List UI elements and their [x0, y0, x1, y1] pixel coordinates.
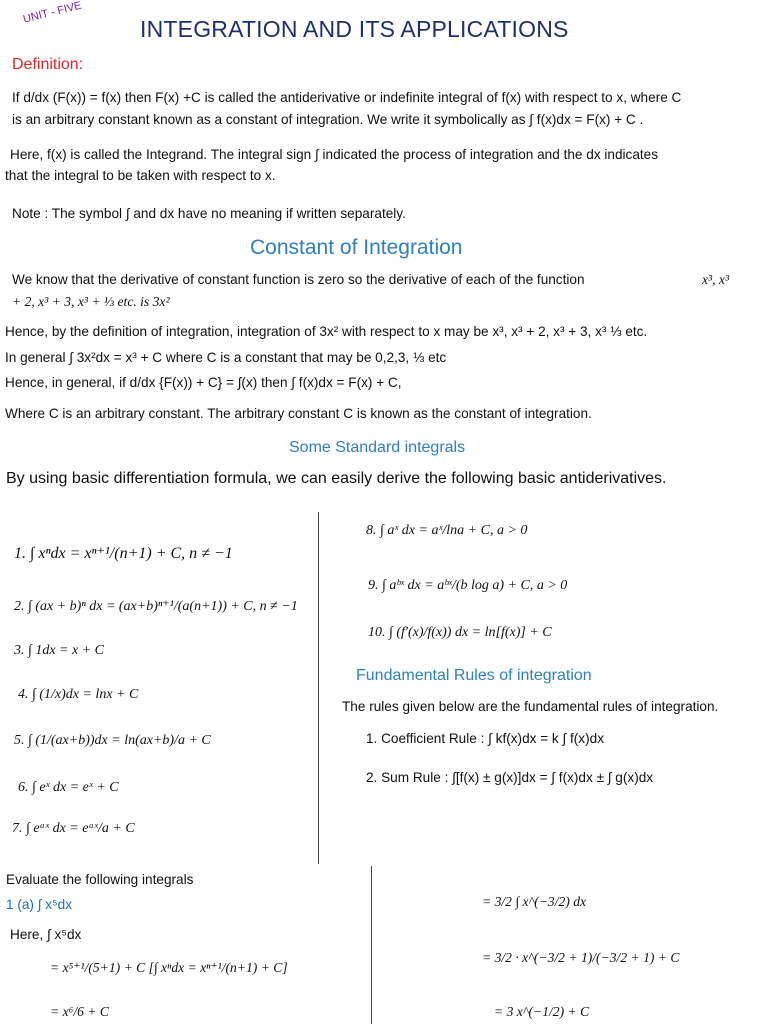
column-divider	[318, 512, 319, 864]
constant-line-3: Hence, by the definition of integration, integration of 3x² with respect to x may be x³, x³ + 2, x³ + 3, x³ ⅓ etc.	[5, 324, 648, 339]
solution-here: Here, ∫ x⁵dx	[10, 927, 82, 942]
right-solution-step-1: = 3/2 ∫ x^(−3/2) dx	[482, 894, 587, 909]
standard-integral-6: 6. ∫ eˣ dx = eˣ + C	[18, 780, 119, 795]
constant-line-2: + 2, x³ + 3, x³ + ⅓ etc. is 3x²	[12, 294, 170, 309]
constant-line-1: We know that the derivative of constant function is zero so the derivative of each of the function	[12, 272, 585, 287]
definition-note: Note : The symbol ∫ and dx have no meaning if written separately.	[12, 206, 406, 221]
constant-section-title: Constant of Integration	[250, 236, 463, 259]
right-solution-step-2: = 3/2 · x^(−3/2 + 1)/(−3/2 + 1) + C	[482, 950, 680, 965]
standard-integral-7: 7. ∫ eᵃˣ dx = eᵃˣ/a + C	[12, 821, 135, 836]
rules-section-title: Fundamental Rules of integration	[356, 667, 592, 684]
standard-lead: By using basic differentiation formula, we can easily derive the following basic antiderivatives.	[6, 470, 667, 487]
solution-step-2: = x⁶/6 + C	[50, 1004, 109, 1019]
rules-intro: The rules given below are the fundamental rules of integration.	[342, 699, 719, 714]
definition-line-1: If d/dx (F(x)) = f(x) then F(x) +C is called the antiderivative or indefinite integral of f(x) with respect to x, where C	[12, 90, 682, 105]
constant-line-1-right: x³, x³	[702, 272, 730, 287]
standard-integral-8: 8. ∫ aˣ dx = aˣ/lna + C, a > 0	[366, 523, 528, 538]
coefficient-rule: 1. Coefficient Rule : ∫ kf(x)dx = k ∫ f(x)dx	[366, 731, 604, 746]
standard-integral-4: 4. ∫ (1/x)dx = lnx + C	[18, 687, 139, 702]
constant-line-5: Hence, in general, if d/dx {F(x)) + C} = ∫(x) then ∫ f(x)dx = F(x) + C,	[5, 375, 402, 390]
standard-integral-10: 10. ∫ (f′(x)/f(x)) dx = ln[f(x)] + C	[368, 625, 552, 640]
unit-label: UNIT - FIVE	[22, 0, 83, 26]
standard-integral-2: 2. ∫ (ax + b)ⁿ dx = (ax+b)ⁿ⁺¹/(a(n+1)) + C, n ≠ −1	[14, 599, 298, 614]
standard-integral-3: 3. ∫ 1dx = x + C	[14, 643, 104, 658]
definition-heading: Definition:	[12, 56, 84, 73]
definition-line-2: is an arbitrary constant known as a constant of integration. We write it symbolically as ∫ f(x)dx = F(x) + C .	[12, 112, 644, 127]
standard-section-title: Some Standard integrals	[289, 439, 466, 456]
standard-integral-9: 9. ∫ aᵇˣ dx = aᵇˣ/(b log a) + C, a > 0	[368, 578, 568, 593]
evaluate-heading: Evaluate the following integrals	[6, 872, 194, 887]
constant-line-4: In general ∫ 3x²dx = x³ + C where C is a constant that may be 0,2,3, ⅓ etc	[5, 350, 447, 365]
constant-line-6: Where C is an arbitrary constant. The arbitrary constant C is known as the constant of integration.	[5, 406, 592, 421]
evaluate-divider	[371, 866, 372, 1024]
standard-integral-5: 5. ∫ (1/(ax+b))dx = ln(ax+b)/a + C	[14, 733, 211, 748]
definition-line-4: that the integral to be taken with respect to x.	[5, 168, 276, 183]
page-title: INTEGRATION AND ITS APPLICATIONS	[140, 16, 569, 42]
definition-line-3: Here, f(x) is called the Integrand. The integral sign ∫ indicated the process of integration and the dx indicates	[10, 147, 659, 162]
problem-1a: 1 (a) ∫ x⁵dx	[6, 897, 73, 912]
standard-integral-1: 1. ∫ xⁿdx = xⁿ⁺¹/(n+1) + C, n ≠ −1	[14, 545, 233, 562]
sum-rule: 2. Sum Rule : ∫[f(x) ± g(x)]dx = ∫ f(x)dx ± ∫ g(x)dx	[366, 770, 654, 785]
solution-step-1: = x⁵⁺¹/(5+1) + C [∫ xⁿdx = xⁿ⁺¹/(n+1) + C]	[50, 960, 288, 975]
right-solution-step-3: = 3 x^(−1/2) + C	[494, 1004, 590, 1019]
